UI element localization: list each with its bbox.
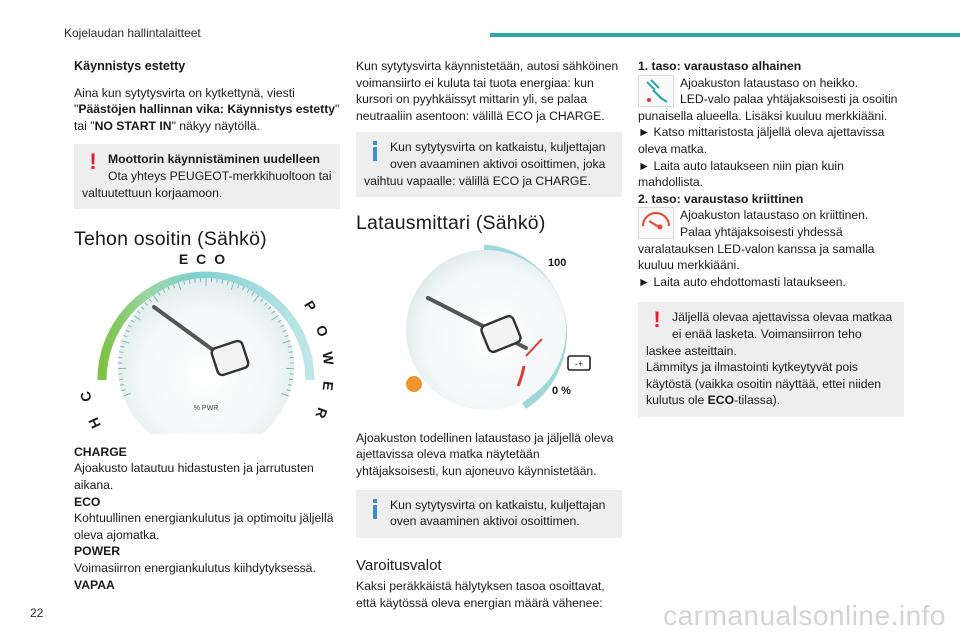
level1-title: 1. taso: varaustaso alhainen [638, 59, 802, 73]
column-1 [74, 58, 340, 593]
battery-icon [568, 356, 590, 370]
real-charge-text: Ajoakuston todellinen lataustaso ja jäljellä oleva ajettavissa oleva matka näytetään yhtäjaksoisesti, kun ajoneuvo käynnistetään. [356, 430, 614, 478]
charge-meter-title: Latausmittari (Sähkö) [356, 212, 546, 235]
info-icon-2 [364, 497, 386, 523]
gauge-tick [195, 278, 196, 282]
level1-text-1: Ajoakuston lataustaso on heikko. [680, 75, 859, 90]
gauge-tick [119, 351, 123, 352]
gauge-tick [217, 278, 218, 282]
power-text: Voimasiirron energiankulutus kiihdytyksessä. [74, 560, 316, 575]
level2-bullet-1: ► Laita auto ehdottomasti lataukseen. [638, 274, 846, 289]
page-number: 22 [30, 606, 44, 620]
gauge-label-eco: ECO [178, 251, 234, 267]
gauge-tick [289, 351, 293, 352]
watermark: carmanualsonline.info [663, 600, 946, 631]
restart-warning-text: Ota yhteys PEUGEOT-merkkihuoltoon tai valtuutettuun korjaamoon. [82, 168, 332, 200]
gauge-letter: H [85, 414, 104, 431]
power-gauge [74, 252, 340, 434]
warning-lights-title: Varoitusvalot [356, 556, 442, 574]
level2-text-2: Palaa yhtäjaksoisesti yhdessä varalatauksen LED-valon kanssa ja samalla kuuluu merkkiääni. [638, 224, 875, 273]
info-box-2: Kun sytytysvirta on katkaistu, kuljettajan oven avaaminen aktivoi osoittimen. [356, 490, 622, 538]
eco-label: ECO [74, 494, 101, 509]
column-2 [356, 58, 622, 612]
gauge-letter: W [319, 350, 337, 366]
restart-warning-box [74, 144, 340, 209]
level1-section [638, 75, 904, 191]
gauge-letter: E [319, 380, 337, 392]
low-charge-plug-icon [638, 75, 674, 107]
charge-gauge [356, 236, 622, 418]
restart-warning-title: Moottorin käynnistäminen uudelleen [108, 152, 320, 167]
level1-bullet-2: ► Laita auto lataukseen niin pian kuin mahdollista. [638, 158, 844, 190]
level2-section [638, 207, 904, 290]
gauge-legend [74, 444, 340, 593]
power-indicator-title: Tehon osoitin (Sähkö) [74, 228, 267, 251]
level1-bullet-1: ► Katso mittaristosta jäljellä oleva ajettavissa oleva matka. [638, 125, 885, 156]
gauge-letter: P [301, 297, 320, 314]
info-icon [364, 139, 386, 165]
level2-text-1: Ajoakuston lataustaso on kriittinen. [680, 208, 869, 223]
level1-text-2: LED-valo palaa yhtäjaksoisesti ja osoitin punaisella alueella. Lisäksi kuuluu merkkiääni. [638, 92, 898, 123]
warning-icon: ! [89, 149, 97, 175]
page-header-title: Kojelaudan hallintalaitteet [64, 26, 201, 40]
charge-label: CHARGE [74, 444, 127, 459]
warning-lights-text: Kaksi peräkkäistä hälytyksen tasoa osoittavat, että käytössä oleva energian määrä vähenee: [356, 579, 605, 610]
critical-warning-text-1: Jäljellä olevaa ajettavissa olevaa matkaa ei enää lasketa. Voimansiirron teho laskee asteittain. [646, 310, 893, 358]
gauge-tick [119, 379, 123, 380]
critical-warning-text-2: Lämmitys ja ilmastointi kytkeytyvät pois käytöstä (vaikka osoitin näyttää, ettei niiden kulutus ole ECO-tilassa). [646, 360, 882, 408]
gauge-tick [289, 379, 293, 380]
critical-warning-box [638, 302, 904, 417]
charge-led-indicator [406, 376, 422, 392]
gauge-letter: C [76, 389, 95, 403]
vapaa-label: VAPAA [74, 577, 115, 592]
gauge-letter: O [312, 322, 332, 339]
header-accent-bar [490, 33, 960, 37]
gauge-unit-label: % PWR [193, 404, 219, 412]
charge-gauge-min-label: 0 % [552, 384, 571, 397]
power-label: POWER [74, 544, 121, 559]
warning-icon-3: ! [653, 307, 661, 333]
start-blocked-title: Käynnistys estetty [74, 59, 186, 73]
start-blocked-text: Aina kun sytytysvirta on kytkettynä, viesti "Päästöjen hallinnan vika: Käynnistys estetty" tai "NO START IN" näkyy näytöllä. [74, 85, 340, 133]
info-box-1: Kun sytytysvirta on katkaistu, kuljettajan oven avaaminen aktivoi osoittimen, joka vaihtuu vapaalle: välillä ECO ja CHARGE. [356, 132, 622, 197]
ignition-intro-text: Kun sytytysvirta käynnistetään, autosi sähköinen voimansiirto ei kuluta tai tuota energiaa: kun kursori on pyyhkäissyt mittarin yli, se palaa neutraaliin asentoon: välillä ECO ja CHARGE. [356, 59, 619, 123]
column-3 [638, 58, 904, 417]
level2-title: 2. taso: varaustaso kriittinen [638, 191, 804, 206]
eco-text: Kohtuullinen energiankulutus ja optimoitu jäljellä oleva ajomatka. [74, 511, 334, 542]
charge-gauge-max-label: 100 [548, 256, 567, 269]
gauge-letter: R [312, 405, 331, 421]
critical-charge-gauge-icon [638, 207, 674, 239]
charge-text: Ajoakusto latautuu hidastusten ja jarrutusten aikana. [74, 461, 314, 492]
svg-text:-+: -+ [574, 358, 584, 369]
